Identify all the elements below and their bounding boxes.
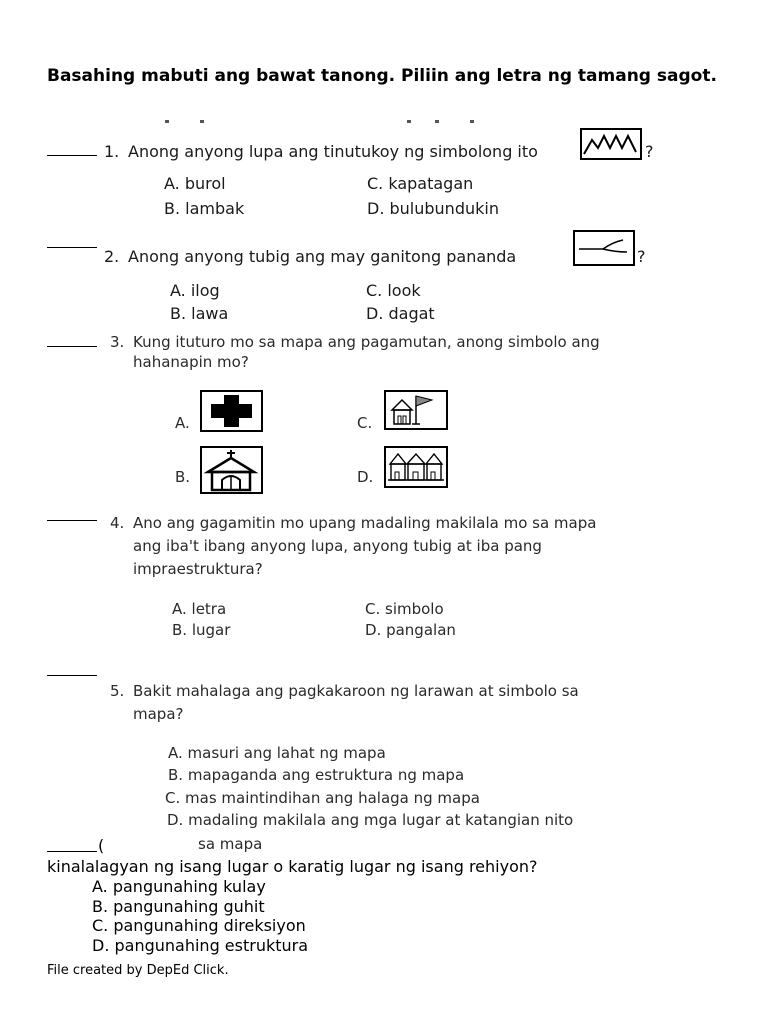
scan-fragment	[200, 120, 204, 123]
q3-option-d-letter[interactable]: D.	[357, 468, 374, 486]
answer-blank-4[interactable]	[47, 520, 97, 521]
river-icon	[573, 230, 635, 266]
question-2-number: 2.	[104, 247, 120, 266]
q4-option-c[interactable]: C. simbolo	[365, 600, 444, 618]
school-flag-icon[interactable]	[384, 390, 448, 430]
q1-option-a[interactable]: A. burol	[164, 174, 226, 193]
q5-option-d-continued: sa mapa	[198, 835, 263, 853]
q3-option-a-letter[interactable]: A.	[175, 414, 190, 432]
q5-option-c[interactable]: C. mas maintindihan ang halaga ng mapa	[165, 789, 480, 807]
q4-option-a[interactable]: A. letra	[172, 600, 227, 618]
mountains-icon	[580, 128, 642, 160]
question-5-number: 5.	[110, 682, 125, 700]
answer-blank-6[interactable]	[47, 851, 97, 852]
question-6-lead: (	[98, 836, 105, 855]
q4-option-d[interactable]: D. pangalan	[365, 621, 456, 639]
answer-blank-1[interactable]	[47, 155, 97, 156]
question-6-text: kinalalagyan ng isang lugar o karatig lugar ng isang rehiyon?	[47, 857, 538, 876]
question-2-end: ?	[637, 247, 646, 266]
church-icon[interactable]	[200, 446, 263, 494]
cross-icon[interactable]	[200, 390, 263, 432]
houses-icon[interactable]	[384, 446, 448, 488]
q3-option-c-letter[interactable]: C.	[357, 414, 373, 432]
q2-option-b[interactable]: B. lawa	[170, 304, 229, 323]
q5-option-b[interactable]: B. mapaganda ang estruktura ng mapa	[168, 766, 465, 784]
q6-option-c[interactable]: C. pangunahing direksiyon	[92, 916, 306, 935]
q2-option-c[interactable]: C. look	[366, 281, 421, 300]
q1-option-d[interactable]: D. bulubundukin	[367, 199, 499, 218]
scan-fragment	[470, 120, 474, 123]
answer-blank-2[interactable]	[47, 247, 97, 248]
question-1-text: Anong anyong lupa ang tinutukoy ng simbolong ito	[128, 142, 538, 161]
q2-option-d[interactable]: D. dagat	[366, 304, 435, 323]
question-3-number: 3.	[110, 333, 125, 351]
footer-credit: File created by DepEd Click.	[47, 963, 229, 978]
q6-option-d[interactable]: D. pangunahing estruktura	[92, 936, 309, 955]
q5-option-d[interactable]: D. madaling makilala ang mga lugar at katangian nito	[167, 811, 574, 829]
q1-option-c[interactable]: C. kapatagan	[367, 174, 474, 193]
question-4-line2: ang iba't ibang anyong lupa, anyong tubig at iba pang	[133, 537, 542, 555]
question-5-line2: mapa?	[133, 705, 184, 723]
question-3-line2: hahanapin mo?	[133, 353, 249, 371]
instructions: Basahing mabuti ang bawat tanong. Piliin ang letra ng tamang sagot.	[47, 66, 717, 86]
question-3-line1: Kung ituturo mo sa mapa ang pagamutan, anong simbolo ang	[133, 333, 600, 351]
question-2-text: Anong anyong tubig ang may ganitong pananda	[128, 247, 517, 266]
scan-fragment	[407, 120, 411, 123]
q4-option-b[interactable]: B. lugar	[172, 621, 231, 639]
question-1-number: 1.	[104, 142, 120, 161]
q5-option-a[interactable]: A. masuri ang lahat ng mapa	[168, 744, 386, 762]
question-1-end: ?	[645, 142, 654, 161]
q3-option-b-letter[interactable]: B.	[175, 468, 191, 486]
q6-option-a[interactable]: A. pangunahing kulay	[92, 877, 266, 896]
question-5-line1: Bakit mahalaga ang pagkakaroon ng larawan at simbolo sa	[133, 682, 579, 700]
q2-option-a[interactable]: A. ilog	[170, 281, 220, 300]
scan-fragment	[435, 120, 439, 123]
question-4-number: 4.	[110, 514, 125, 532]
question-4-line3: impraestruktura?	[133, 560, 263, 578]
q1-option-b[interactable]: B. lambak	[164, 199, 245, 218]
scan-fragment	[165, 120, 169, 123]
question-4-line1: Ano ang gagamitin mo upang madaling makilala mo sa mapa	[133, 514, 597, 532]
q6-option-b[interactable]: B. pangunahing guhit	[92, 897, 265, 916]
answer-blank-5[interactable]	[47, 675, 97, 676]
answer-blank-3[interactable]	[47, 346, 97, 347]
